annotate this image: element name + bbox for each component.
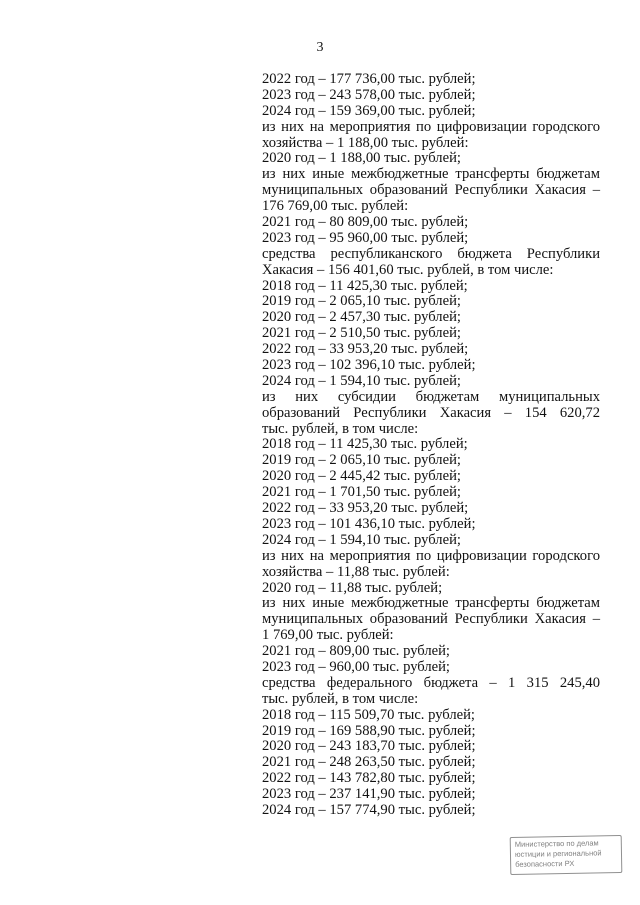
registration-stamp [510,835,623,875]
text-line: 2024 год – 157 774,90 тыс. рублей; [262,801,476,818]
text-line: хозяйства – 1 188,00 тыс. рублей: [262,134,469,151]
text-line: 2020 год – 2 457,30 тыс. рублей; [262,309,461,326]
text-line: 2023 год – 243 578,00 тыс. рублей; [262,86,476,103]
text-line: 2021 год – 1 701,50 тыс. рублей; [262,484,461,501]
text-line: 1 769,00 тыс. рублей: [262,627,394,644]
text-line: из них иные межбюджетные трансферты бюджетам [262,595,600,612]
text-line: 2023 год – 237 141,90 тыс. рублей; [262,786,476,803]
stamp-text-line: безопасности РХ [515,858,575,869]
text-line: из них субсидии бюджетам муниципальных [262,388,600,405]
text-line: 176 769,00 тыс. рублей: [262,198,409,215]
text-line: 2023 год – 95 960,00 тыс. рублей; [262,229,469,246]
text-line: тыс. рублей, в том числе: [262,420,419,437]
text-line: 2018 год – 115 509,70 тыс. рублей; [262,706,475,723]
text-line: образований Республики Хакасия – 154 620,72 [262,404,600,421]
text-line: Хакасия – 156 401,60 тыс. рублей, в том числе: [262,261,554,278]
text-line: 2021 год – 809,00 тыс. рублей; [262,643,450,660]
text-line: 2022 год – 33 953,20 тыс. рублей; [262,341,469,358]
text-line: 2024 год – 1 594,10 тыс. рублей; [262,531,461,548]
stamp-text-line: Министерство по делам [514,838,599,849]
text-line: 2020 год – 243 183,70 тыс. рублей; [262,738,476,755]
text-line: 2022 год – 177 736,00 тыс. рублей; [262,71,476,87]
text-line: 2023 год – 102 396,10 тыс. рублей; [262,357,476,374]
text-line: средства республиканского бюджета Республики [262,245,600,262]
text-line: 2020 год – 11,88 тыс. рублей; [262,579,443,596]
text-line: 2020 год – 1 188,00 тыс. рублей; [262,150,461,167]
text-line: 2021 год – 248 263,50 тыс. рублей; [262,754,476,771]
text-line: 2024 год – 159 369,00 тыс. рублей; [262,102,476,119]
text-line: из них иные межбюджетные трансферты бюджетам [262,166,600,183]
stamp-text-line: юстиции и региональной [514,848,602,859]
text-line: 2022 год – 143 782,80 тыс. рублей; [262,770,476,787]
text-line: 2024 год – 1 594,10 тыс. рублей; [262,372,461,389]
text-line: 2019 год – 169 588,90 тыс. рублей; [262,722,476,739]
text-line: муниципальных образований Республики Хакасия – [262,611,600,628]
text-line: 2020 год – 2 445,42 тыс. рублей; [262,468,461,485]
text-line: 2018 год – 11 425,30 тыс. рублей; [262,436,468,453]
text-line: из них на мероприятия по цифровизации городского [262,118,600,135]
text-line: средства федерального бюджета – 1 315 245,40 [262,674,600,691]
text-line: 2021 год – 2 510,50 тыс. рублей; [262,325,461,342]
text-line: хозяйства – 11,88 тыс. рублей: [262,563,450,580]
text-line: 2019 год – 2 065,10 тыс. рублей; [262,452,461,469]
text-line: 2023 год – 960,00 тыс. рублей; [262,658,450,675]
text-line: тыс. рублей, в том числе: [262,690,419,707]
document-body [262,72,600,819]
text-line: 2019 год – 2 065,10 тыс. рублей; [262,293,461,310]
text-line: из них на мероприятия по цифровизации городского [262,547,600,564]
text-line: 2018 год – 11 425,30 тыс. рублей; [262,277,468,294]
text-line: 2021 год – 80 809,00 тыс. рублей; [262,214,469,231]
text-line: муниципальных образований Республики Хакасия – [262,182,600,199]
page-number: 3 [316,40,324,55]
text-line: 2022 год – 33 953,20 тыс. рублей; [262,500,469,517]
text-line: 2023 год – 101 436,10 тыс. рублей; [262,515,476,532]
